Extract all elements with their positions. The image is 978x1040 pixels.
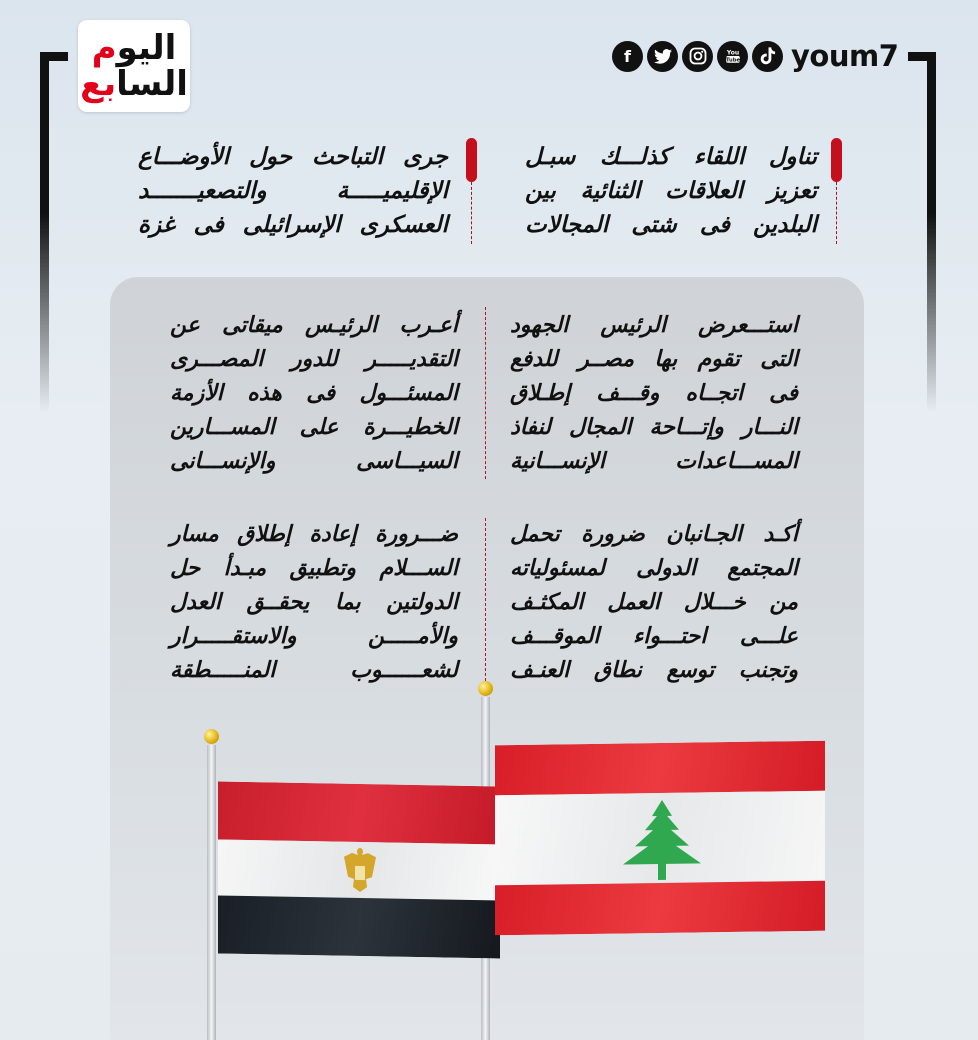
bullet-marker <box>831 138 842 244</box>
frame-left-line <box>40 52 49 412</box>
text-line: الإقليميـــــة والتصعيـــــــد <box>138 178 448 204</box>
youm7-brand-text[interactable]: youm7 <box>791 39 899 73</box>
logo-line-1 <box>92 30 177 66</box>
flagpole-finial <box>478 681 493 696</box>
point-mikati-appreciation <box>170 309 458 479</box>
text-line: لشعــــــوب المنـــــطقة <box>170 658 458 683</box>
text-line: الســـلام وتطبيق مبـدأ حل <box>170 556 458 581</box>
text-line: المســـاعدات الإنســـانية <box>510 449 798 474</box>
text-line: ضـــرورة إعادة إطلاق مسار <box>170 522 458 547</box>
bullet-dashed-line <box>836 182 837 244</box>
text-line: وتجنب توسع نطاق العنـف <box>510 658 798 683</box>
text-line: العسكرى الإسرائيلى فى غزة <box>138 212 448 238</box>
text-line: المسئـــول فى هذه الأزمة <box>170 381 458 406</box>
point-international-responsibility <box>510 518 798 688</box>
youm7-logo[interactable] <box>78 20 190 112</box>
text-line: استـــعرض الرئيس الجهود <box>510 313 798 338</box>
text-line: علـــى احتـــواء الموقـــف <box>510 624 798 649</box>
text-line: الخطيـــرة على المســـارين <box>170 415 458 440</box>
flagpole-finial <box>204 729 219 744</box>
text-line: السيـــاسى والإنســـانى <box>170 449 458 474</box>
text-line: الدولتين بما يحقــق العدل <box>170 590 458 615</box>
youtube-icon[interactable] <box>717 41 748 72</box>
bullet-pill <box>831 138 842 182</box>
logo-text-red: م <box>91 28 117 68</box>
text-line: البلدين فى شتى المجالات <box>525 212 817 238</box>
bullet-dashed-line <box>471 182 472 244</box>
bullet-marker <box>466 138 477 244</box>
text-line: التى تقوم بها مصــر للدفع <box>510 347 798 372</box>
frame-right-line <box>927 52 936 412</box>
text-line: تناول اللقاء كذلـــك سبـل <box>525 144 817 170</box>
egypt-flagpole <box>207 745 216 1040</box>
text-line: تعزيز العلاقات الثنائية بين <box>525 178 817 204</box>
text-line: أكـد الجـانبان ضرورة تحمل <box>510 522 798 547</box>
egypt-flag-black-stripe <box>218 896 500 959</box>
logo-text-red: بع <box>80 64 117 104</box>
text-line: فى اتجــاه وقـــف إطـلاق <box>510 381 798 406</box>
logo-text-black: السا <box>116 64 188 104</box>
instagram-icon[interactable] <box>682 41 713 72</box>
svg-text:You: You <box>726 49 739 57</box>
point-peace-process <box>170 518 458 688</box>
lebanon-flag <box>495 741 825 936</box>
cedar-tree-icon <box>617 797 707 882</box>
text-line: جرى التباحث حول الأوضـــاع <box>138 144 448 170</box>
social-bar <box>612 36 898 76</box>
point-bilateral-relations <box>525 140 817 242</box>
text-line: والأمـــــن والاستقـــــرار <box>170 624 458 649</box>
text-line: من خـــلال العمل المكثـف <box>510 590 798 615</box>
logo-line-2 <box>80 66 188 102</box>
logo-text-black: اليو <box>116 28 177 68</box>
point-regional-situation <box>138 140 448 242</box>
lebanon-flag-red-stripe-bottom <box>495 881 825 936</box>
egypt-eagle-emblem-icon <box>340 846 380 895</box>
text-line: المجتمع الدولى لمسئولياته <box>510 556 798 581</box>
point-president-efforts <box>510 309 798 479</box>
egypt-flag-red-stripe <box>218 782 500 845</box>
text-line: النـــار وإتـــاحة المجال لنفاذ <box>510 415 798 440</box>
text-line: أعـرب الرئيـس ميقاتى عن <box>170 313 458 338</box>
egypt-flag <box>218 782 500 959</box>
dashed-divider <box>485 307 486 479</box>
lebanon-flag-red-stripe-top <box>495 741 825 796</box>
dashed-divider <box>485 518 486 686</box>
twitter-icon[interactable] <box>647 41 678 72</box>
text-line: التقديـــــر للدور المصـــرى <box>170 347 458 372</box>
facebook-icon[interactable]: f <box>612 41 643 72</box>
bullet-pill <box>466 138 477 182</box>
svg-text:Tube: Tube <box>725 57 740 64</box>
tiktok-icon[interactable] <box>752 41 783 72</box>
